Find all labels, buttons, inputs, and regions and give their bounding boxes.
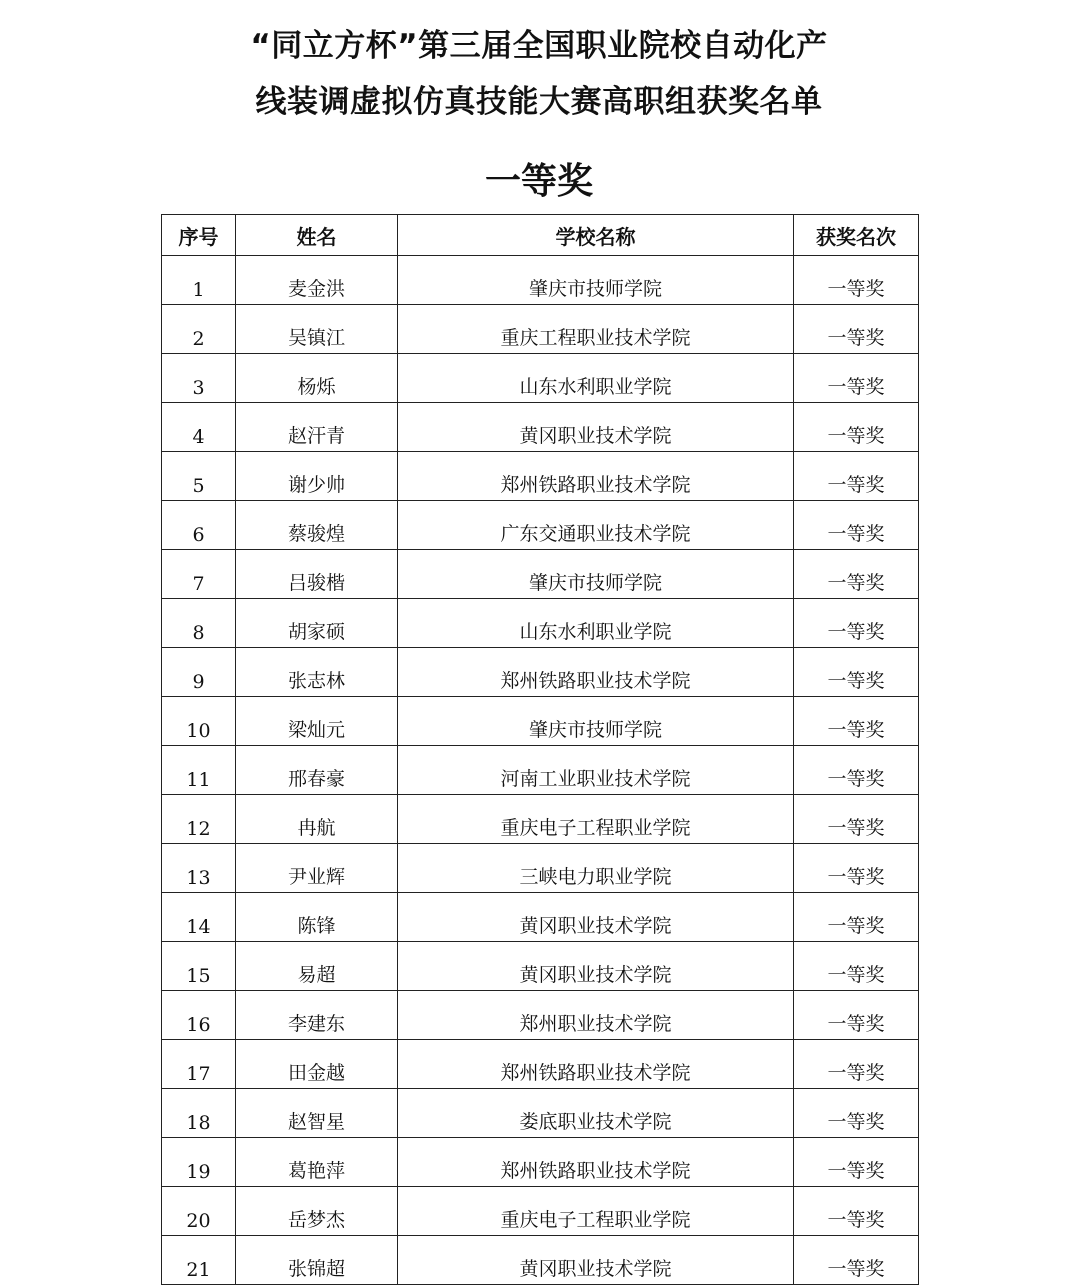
cell-no: 14 xyxy=(162,893,236,942)
cell-school: 郑州铁路职业技术学院 xyxy=(398,648,794,697)
cell-award: 一等奖 xyxy=(794,1089,919,1138)
table-row xyxy=(162,354,919,403)
cell-no: 11 xyxy=(162,746,236,795)
cell-school: 黄冈职业技术学院 xyxy=(398,942,794,991)
cell-name: 张志林 xyxy=(236,648,398,697)
cell-name: 胡家硕 xyxy=(236,599,398,648)
cell-school: 黄冈职业技术学院 xyxy=(398,893,794,942)
cell-award: 一等奖 xyxy=(794,648,919,697)
table-row xyxy=(162,844,919,893)
cell-no: 12 xyxy=(162,795,236,844)
table-row xyxy=(162,599,919,648)
table-row xyxy=(162,1089,919,1138)
cell-name: 谢少帅 xyxy=(236,452,398,501)
table-row xyxy=(162,893,919,942)
cell-no: 9 xyxy=(162,648,236,697)
cell-no: 7 xyxy=(162,550,236,599)
document-title-line-1: “同立方杯”第三届全国职业院校自动化产 xyxy=(250,28,828,64)
cell-school: 肇庆市技师学院 xyxy=(398,550,794,599)
cell-no: 5 xyxy=(162,452,236,501)
cell-school: 河南工业职业技术学院 xyxy=(398,746,794,795)
cell-no: 3 xyxy=(162,354,236,403)
header-no: 序号 xyxy=(162,215,236,256)
table-header-row xyxy=(162,215,919,256)
cell-school: 肇庆市技师学院 xyxy=(398,256,794,305)
cell-school: 郑州铁路职业技术学院 xyxy=(398,1040,794,1089)
cell-no: 16 xyxy=(162,991,236,1040)
header-award: 获奖名次 xyxy=(794,215,919,256)
cell-award: 一等奖 xyxy=(794,795,919,844)
cell-name: 岳梦杰 xyxy=(236,1187,398,1236)
cell-name: 陈锋 xyxy=(236,893,398,942)
cell-no: 19 xyxy=(162,1138,236,1187)
cell-school: 肇庆市技师学院 xyxy=(398,697,794,746)
cell-name: 易超 xyxy=(236,942,398,991)
cell-name: 邢春豪 xyxy=(236,746,398,795)
table-row xyxy=(162,795,919,844)
cell-name: 吴镇江 xyxy=(236,305,398,354)
cell-no: 20 xyxy=(162,1187,236,1236)
section-title: 一等奖 xyxy=(484,161,593,202)
cell-school: 郑州铁路职业技术学院 xyxy=(398,1138,794,1187)
cell-school: 郑州职业技术学院 xyxy=(398,991,794,1040)
cell-no: 21 xyxy=(162,1236,236,1285)
cell-no: 4 xyxy=(162,403,236,452)
cell-school: 广东交通职业技术学院 xyxy=(398,501,794,550)
cell-no: 1 xyxy=(162,256,236,305)
cell-name: 梁灿元 xyxy=(236,697,398,746)
cell-award: 一等奖 xyxy=(794,1187,919,1236)
cell-school: 三峡电力职业学院 xyxy=(398,844,794,893)
cell-no: 8 xyxy=(162,599,236,648)
cell-name: 葛艳萍 xyxy=(236,1138,398,1187)
cell-school: 黄冈职业技术学院 xyxy=(398,1236,794,1285)
cell-award: 一等奖 xyxy=(794,403,919,452)
table-row xyxy=(162,305,919,354)
table-row xyxy=(162,991,919,1040)
table-row xyxy=(162,746,919,795)
cell-award: 一等奖 xyxy=(794,697,919,746)
cell-no: 13 xyxy=(162,844,236,893)
cell-no: 17 xyxy=(162,1040,236,1089)
cell-school: 重庆电子工程职业学院 xyxy=(398,795,794,844)
cell-name: 杨烁 xyxy=(236,354,398,403)
table-row xyxy=(162,1187,919,1236)
cell-name: 吕骏楷 xyxy=(236,550,398,599)
cell-award: 一等奖 xyxy=(794,893,919,942)
cell-name: 田金越 xyxy=(236,1040,398,1089)
table-row xyxy=(162,256,919,305)
cell-name: 麦金洪 xyxy=(236,256,398,305)
cell-no: 18 xyxy=(162,1089,236,1138)
cell-name: 李建东 xyxy=(236,991,398,1040)
cell-award: 一等奖 xyxy=(794,550,919,599)
cell-award: 一等奖 xyxy=(794,1236,919,1285)
cell-school: 山东水利职业学院 xyxy=(398,354,794,403)
cell-award: 一等奖 xyxy=(794,991,919,1040)
cell-award: 一等奖 xyxy=(794,1138,919,1187)
cell-award: 一等奖 xyxy=(794,942,919,991)
cell-award: 一等奖 xyxy=(794,501,919,550)
cell-award: 一等奖 xyxy=(794,599,919,648)
header-name: 姓名 xyxy=(236,215,398,256)
table-row xyxy=(162,550,919,599)
cell-award: 一等奖 xyxy=(794,746,919,795)
cell-school: 娄底职业技术学院 xyxy=(398,1089,794,1138)
table-body xyxy=(162,256,919,1285)
cell-school: 山东水利职业学院 xyxy=(398,599,794,648)
cell-award: 一等奖 xyxy=(794,305,919,354)
cell-name: 冉航 xyxy=(236,795,398,844)
cell-no: 2 xyxy=(162,305,236,354)
awards-table xyxy=(161,214,919,1285)
table-row xyxy=(162,452,919,501)
table-row xyxy=(162,1236,919,1285)
cell-award: 一等奖 xyxy=(794,844,919,893)
cell-name: 赵汗青 xyxy=(236,403,398,452)
cell-award: 一等奖 xyxy=(794,354,919,403)
cell-school: 重庆电子工程职业学院 xyxy=(398,1187,794,1236)
cell-school: 黄冈职业技术学院 xyxy=(398,403,794,452)
cell-school: 重庆工程职业技术学院 xyxy=(398,305,794,354)
table-row xyxy=(162,942,919,991)
cell-award: 一等奖 xyxy=(794,1040,919,1089)
cell-award: 一等奖 xyxy=(794,452,919,501)
cell-name: 张锦超 xyxy=(236,1236,398,1285)
table-row xyxy=(162,1040,919,1089)
cell-no: 15 xyxy=(162,942,236,991)
table-row xyxy=(162,697,919,746)
cell-award: 一等奖 xyxy=(794,256,919,305)
header-school: 学校名称 xyxy=(398,215,794,256)
table-row xyxy=(162,403,919,452)
cell-no: 6 xyxy=(162,501,236,550)
cell-name: 蔡骏煌 xyxy=(236,501,398,550)
document-title-line-2: 线装调虚拟仿真技能大赛高职组获奖名单 xyxy=(255,84,823,120)
table-row xyxy=(162,501,919,550)
cell-name: 赵智星 xyxy=(236,1089,398,1138)
table-row xyxy=(162,648,919,697)
table-row xyxy=(162,1138,919,1187)
cell-school: 郑州铁路职业技术学院 xyxy=(398,452,794,501)
cell-no: 10 xyxy=(162,697,236,746)
cell-name: 尹业辉 xyxy=(236,844,398,893)
